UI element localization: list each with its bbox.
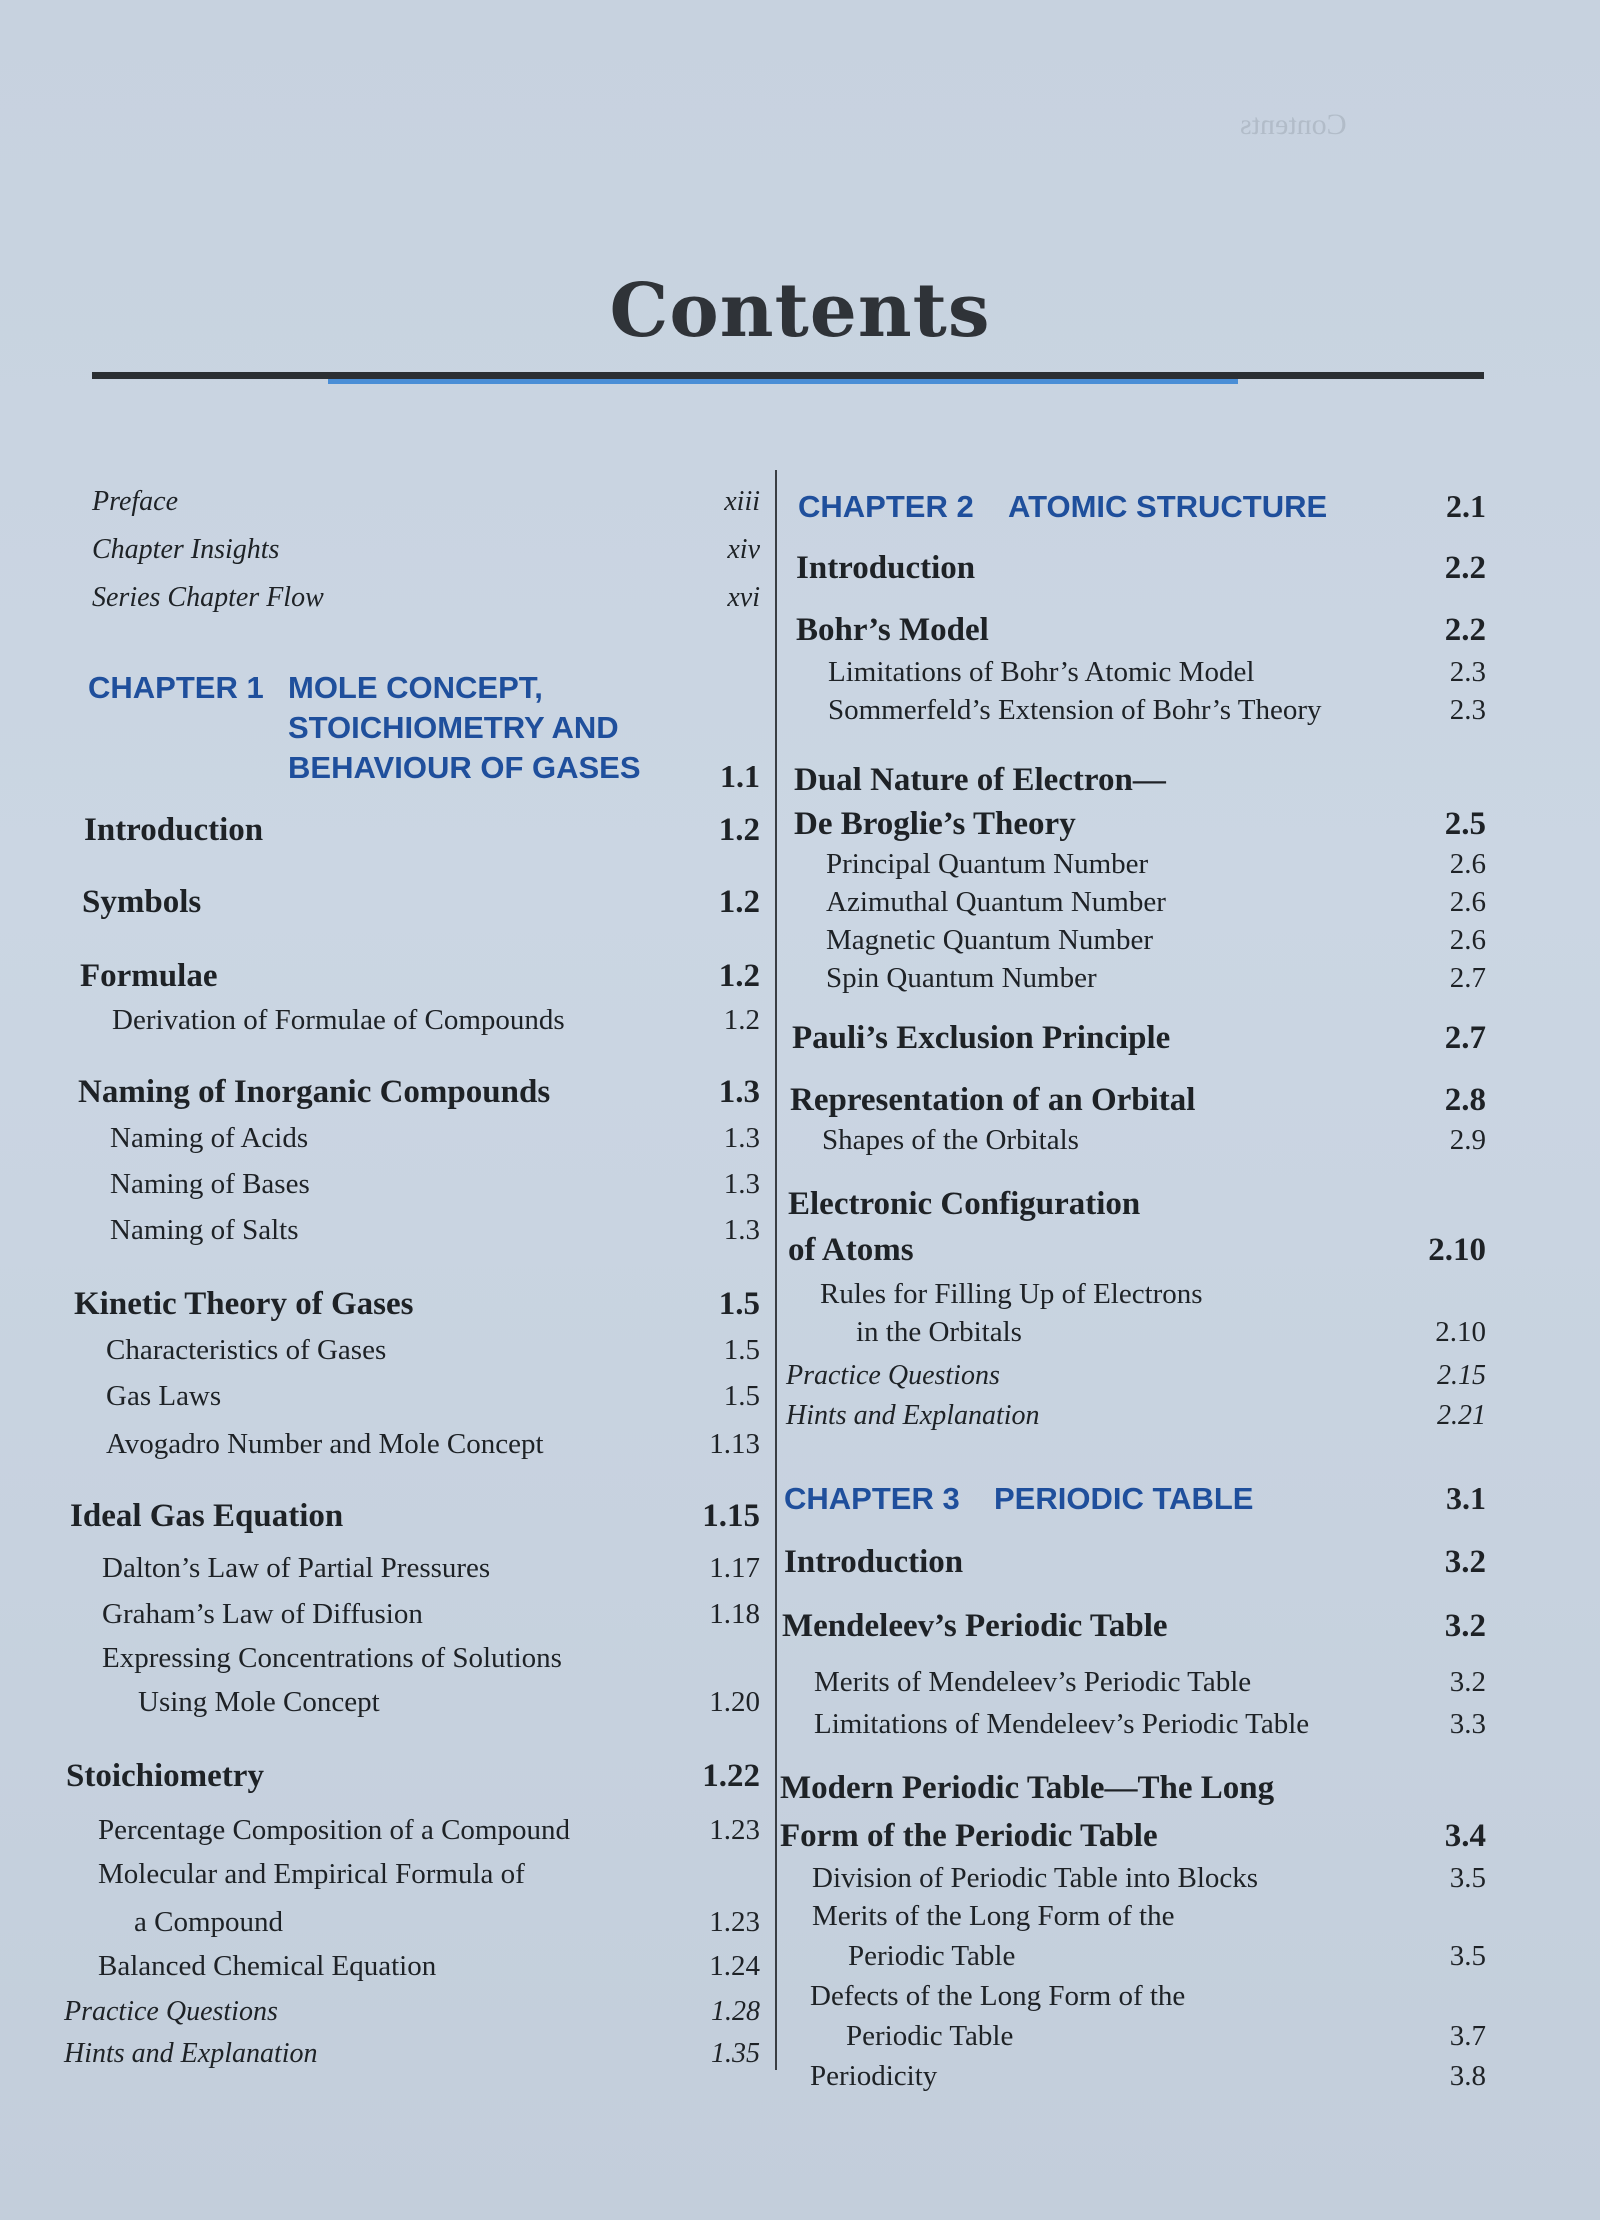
toc-subentry[interactable] [780,1940,1486,1973]
toc-entry-preface[interactable] [92,486,760,518]
toc-entry[interactable] [792,1020,1486,1057]
toc-entry-chapter-insights[interactable] [92,534,760,566]
toc-entry-hints-explanation[interactable] [786,1400,1486,1432]
entry-label: Spin Quantum Number [826,962,1097,994]
chapter-1-heading[interactable] [88,670,760,795]
entry-page: 1.22 [702,1758,760,1794]
entry-label: Limitations of Mendeleev’s Periodic Table [814,1708,1310,1740]
toc-subentry[interactable] [788,1278,1486,1311]
entry-page: 2.10 [1428,1232,1486,1268]
toc-entry[interactable] [84,812,760,849]
chapter-title: MOLE CONCEPT, STOICHIOMETRY AND BEHAVIOUR OF GASES [288,670,641,785]
entry-page: 3.8 [1449,2060,1486,2092]
toc-subentry[interactable] [778,1980,1486,2013]
entry-label: Chapter Insights [92,534,280,565]
entry-label: Division of Periodic Table into Blocks [812,1862,1259,1894]
entry-label: Symbols [82,884,202,920]
entry-page: 3.2 [1444,1544,1486,1580]
entry-label: Pauli’s Exclusion Principle [792,1020,1171,1056]
entry-page: 1.3 [723,1168,760,1200]
entry-page: 1.23 [709,1906,760,1938]
header-mirror-text: Contents [1240,108,1347,141]
entry-label: Molecular and Empirical Formula of [98,1858,525,1890]
toc-subentry[interactable] [70,1686,760,1719]
entry-label: Hints and Explanation [64,2038,318,2069]
entry-label: Series Chapter Flow [92,582,324,613]
toc-subentry[interactable] [70,1642,760,1675]
entry-label: Naming of Salts [110,1214,299,1246]
entry-label: Introduction [784,1544,964,1580]
entry-page: 2.15 [1437,1360,1486,1391]
entry-label: Periodic Table [846,2020,1014,2052]
entry-label: Form of the Periodic Table [780,1818,1158,1854]
entry-label: Stoichiometry [66,1758,264,1794]
toc-entry[interactable] [782,1608,1486,1645]
entry-label: Practice Questions [786,1360,1000,1391]
entry-label: Naming of Bases [110,1168,310,1200]
toc-subentry[interactable] [788,1316,1486,1349]
entry-page: 1.5 [723,1334,760,1366]
toc-subentry[interactable] [794,886,1486,919]
entry-page: 2.7 [1444,1020,1486,1056]
entry-page: 1.35 [711,2038,760,2069]
toc-entry[interactable] [82,884,760,921]
toc-subentry[interactable] [794,962,1486,995]
toc-subentry[interactable] [794,848,1486,881]
entry-page: 1.2 [723,1004,760,1036]
entry-page: 1.5 [718,1286,760,1322]
entry-page: xiii [724,486,760,517]
entry-label: Using Mole Concept [138,1686,380,1718]
entry-label: Azimuthal Quantum Number [826,886,1166,918]
entry-label: Periodicity [810,2060,938,2092]
entry-page: 1.23 [709,1814,760,1846]
entry-label: in the Orbitals [856,1316,1022,1348]
entry-label: Naming of Inorganic Compounds [78,1074,551,1110]
toc-entry[interactable] [80,958,760,995]
entry-label: Avogadro Number and Mole Concept [106,1428,544,1460]
entry-label: Dalton’s Law of Partial Pressures [102,1552,491,1584]
entry-page: 2.6 [1449,886,1486,918]
column-divider [775,470,777,2070]
toc-entry[interactable] [788,1186,1486,1223]
chapter-3-heading[interactable] [784,1480,1486,1517]
entry-label: Representation of an Orbital [790,1082,1196,1118]
entry-label: Preface [92,486,179,517]
entry-page: 3.5 [1449,1862,1486,1894]
toc-entry[interactable] [794,806,1486,843]
entry-label: Practice Questions [64,1996,278,2027]
toc-subentry[interactable] [74,1380,760,1413]
entry-label: Formulae [80,958,218,994]
toc-entry-series-chapter-flow[interactable] [92,582,760,614]
toc-entry[interactable] [796,550,1486,587]
toc-entry[interactable] [66,1758,760,1795]
entry-label: Derivation of Formulae of Compounds [112,1004,565,1036]
entry-label: Dual Nature of Electron— [794,762,1166,798]
entry-label: Principal Quantum Number [826,848,1149,880]
entry-label: Graham’s Law of Diffusion [102,1598,423,1630]
entry-label: Kinetic Theory of Gases [74,1286,414,1322]
toc-subentry[interactable] [74,1334,760,1367]
entry-page: 1.2 [718,884,760,920]
toc-entry[interactable] [790,1082,1486,1119]
entry-label: Rules for Filling Up of Electrons [820,1278,1203,1310]
toc-entry[interactable] [70,1498,760,1535]
toc-subentry[interactable] [70,1598,760,1631]
entry-label: Merits of the Long Form of the [812,1900,1175,1932]
toc-entry[interactable] [784,1544,1486,1581]
toc-subentry[interactable] [794,924,1486,957]
entry-page: 1.3 [718,1074,760,1110]
toc-subentry[interactable] [780,1900,1486,1933]
toc-subentry[interactable] [796,656,1486,689]
toc-entry-practice-questions[interactable] [786,1360,1486,1392]
entry-label: Limitations of Bohr’s Atomic Model [828,656,1255,688]
toc-subentry[interactable] [78,1214,760,1247]
entry-label: Bohr’s Model [796,612,989,648]
toc-entry[interactable] [78,1074,760,1111]
entry-label: a Compound [134,1906,284,1938]
toc-entry[interactable] [780,1770,1486,1807]
chapter-page: 2.1 [1446,488,1486,524]
toc-subentry[interactable] [796,694,1486,727]
page-title: Contents [609,268,991,354]
chapter-title: PERIODIC TABLE [994,1481,1254,1516]
toc-subentry[interactable] [782,1708,1486,1741]
entry-label: Naming of Acids [110,1122,309,1154]
entry-label: Introduction [796,550,976,586]
entry-page: 2.21 [1437,1400,1486,1431]
entry-page: 3.3 [1449,1708,1486,1740]
toc-subentry[interactable] [778,2060,1486,2093]
entry-label: Electronic Configuration [788,1186,1141,1222]
title-rule [92,372,1484,379]
toc-subentry[interactable] [80,1004,760,1037]
entry-label: Characteristics of Gases [106,1334,387,1366]
entry-page: 2.2 [1444,550,1486,586]
entry-page: 2.2 [1444,612,1486,648]
entry-page: 1.28 [711,1996,760,2027]
entry-page: 2.6 [1449,848,1486,880]
entry-page: 3.2 [1444,1608,1486,1644]
toc-subentry[interactable] [78,1122,760,1155]
toc-entry[interactable] [780,1818,1486,1855]
entry-label: Balanced Chemical Equation [98,1950,437,1982]
chapter-2-heading[interactable] [798,488,1486,525]
entry-page: 3.4 [1444,1818,1486,1854]
chapter-number: CHAPTER 3 [784,1481,960,1516]
entry-label: Modern Periodic Table—The Long [780,1770,1275,1806]
entry-page: 2.6 [1449,924,1486,956]
entry-page: xvi [727,582,760,613]
entry-page: 3.5 [1449,1940,1486,1972]
entry-page: 1.2 [718,958,760,994]
entry-page: 2.10 [1435,1316,1486,1348]
toc-subentry[interactable] [66,1858,760,1891]
entry-label: Expressing Concentrations of Solutions [102,1642,562,1674]
entry-label: Mendeleev’s Periodic Table [782,1608,1168,1644]
entry-label: Defects of the Long Form of the [810,1980,1186,2012]
entry-page: 2.3 [1449,656,1486,688]
entry-page: 3.2 [1449,1666,1486,1698]
toc-subentry[interactable] [790,1124,1486,1157]
toc-entry[interactable] [794,762,1486,799]
toc-entry-hints-explanation[interactable] [64,2038,760,2070]
toc-subentry[interactable] [66,1814,760,1847]
entry-label: Hints and Explanation [786,1400,1040,1431]
toc-entry[interactable] [788,1232,1486,1269]
entry-page: 2.8 [1444,1082,1486,1118]
toc-subentry[interactable] [66,1906,760,1939]
entry-label: of Atoms [788,1232,914,1268]
title-rule-accent [328,379,1238,384]
entry-label: Introduction [84,812,264,848]
entry-page: 2.9 [1449,1124,1486,1156]
entry-page: 1.3 [723,1214,760,1246]
entry-page: 2.3 [1449,694,1486,726]
chapter-page: 3.1 [1446,1480,1486,1516]
entry-label: Shapes of the Orbitals [822,1124,1079,1156]
entry-label: Percentage Composition of a Compound [98,1814,570,1846]
entry-page: xiv [727,534,760,565]
entry-page: 1.24 [709,1950,760,1982]
entry-page: 1.17 [709,1552,760,1584]
entry-label: Ideal Gas Equation [70,1498,344,1534]
entry-page: 1.15 [702,1498,760,1534]
entry-label: Magnetic Quantum Number [826,924,1153,956]
entry-page: 1.3 [723,1122,760,1154]
toc-subentry[interactable] [66,1950,760,1983]
chapter-number: CHAPTER 1 [88,670,264,705]
entry-page: 1.5 [723,1380,760,1412]
toc-subentry[interactable] [74,1428,760,1461]
toc-entry-practice-questions[interactable] [64,1996,760,2028]
toc-subentry[interactable] [782,1666,1486,1699]
toc-entry[interactable] [796,612,1486,649]
toc-subentry[interactable] [780,1862,1486,1895]
entry-label: Gas Laws [106,1380,222,1412]
toc-subentry[interactable] [778,2020,1486,2053]
entry-label: Periodic Table [848,1940,1016,1972]
chapter-title: ATOMIC STRUCTURE [1008,489,1328,524]
chapter-page: 1.1 [720,758,760,794]
toc-subentry[interactable] [70,1552,760,1585]
entry-label: Merits of Mendeleev’s Periodic Table [814,1666,1252,1698]
entry-page: 1.13 [709,1428,760,1460]
toc-entry[interactable] [74,1286,760,1323]
entry-label: De Broglie’s Theory [794,806,1076,842]
chapter-number: CHAPTER 2 [798,489,974,524]
entry-label: Sommerfeld’s Extension of Bohr’s Theory [828,694,1322,726]
entry-page: 2.7 [1449,962,1486,994]
entry-page: 1.2 [718,812,760,848]
entry-page: 1.18 [709,1598,760,1630]
entry-page: 2.5 [1444,806,1486,842]
entry-page: 1.20 [709,1686,760,1718]
entry-page: 3.7 [1449,2020,1486,2052]
toc-subentry[interactable] [78,1168,760,1201]
